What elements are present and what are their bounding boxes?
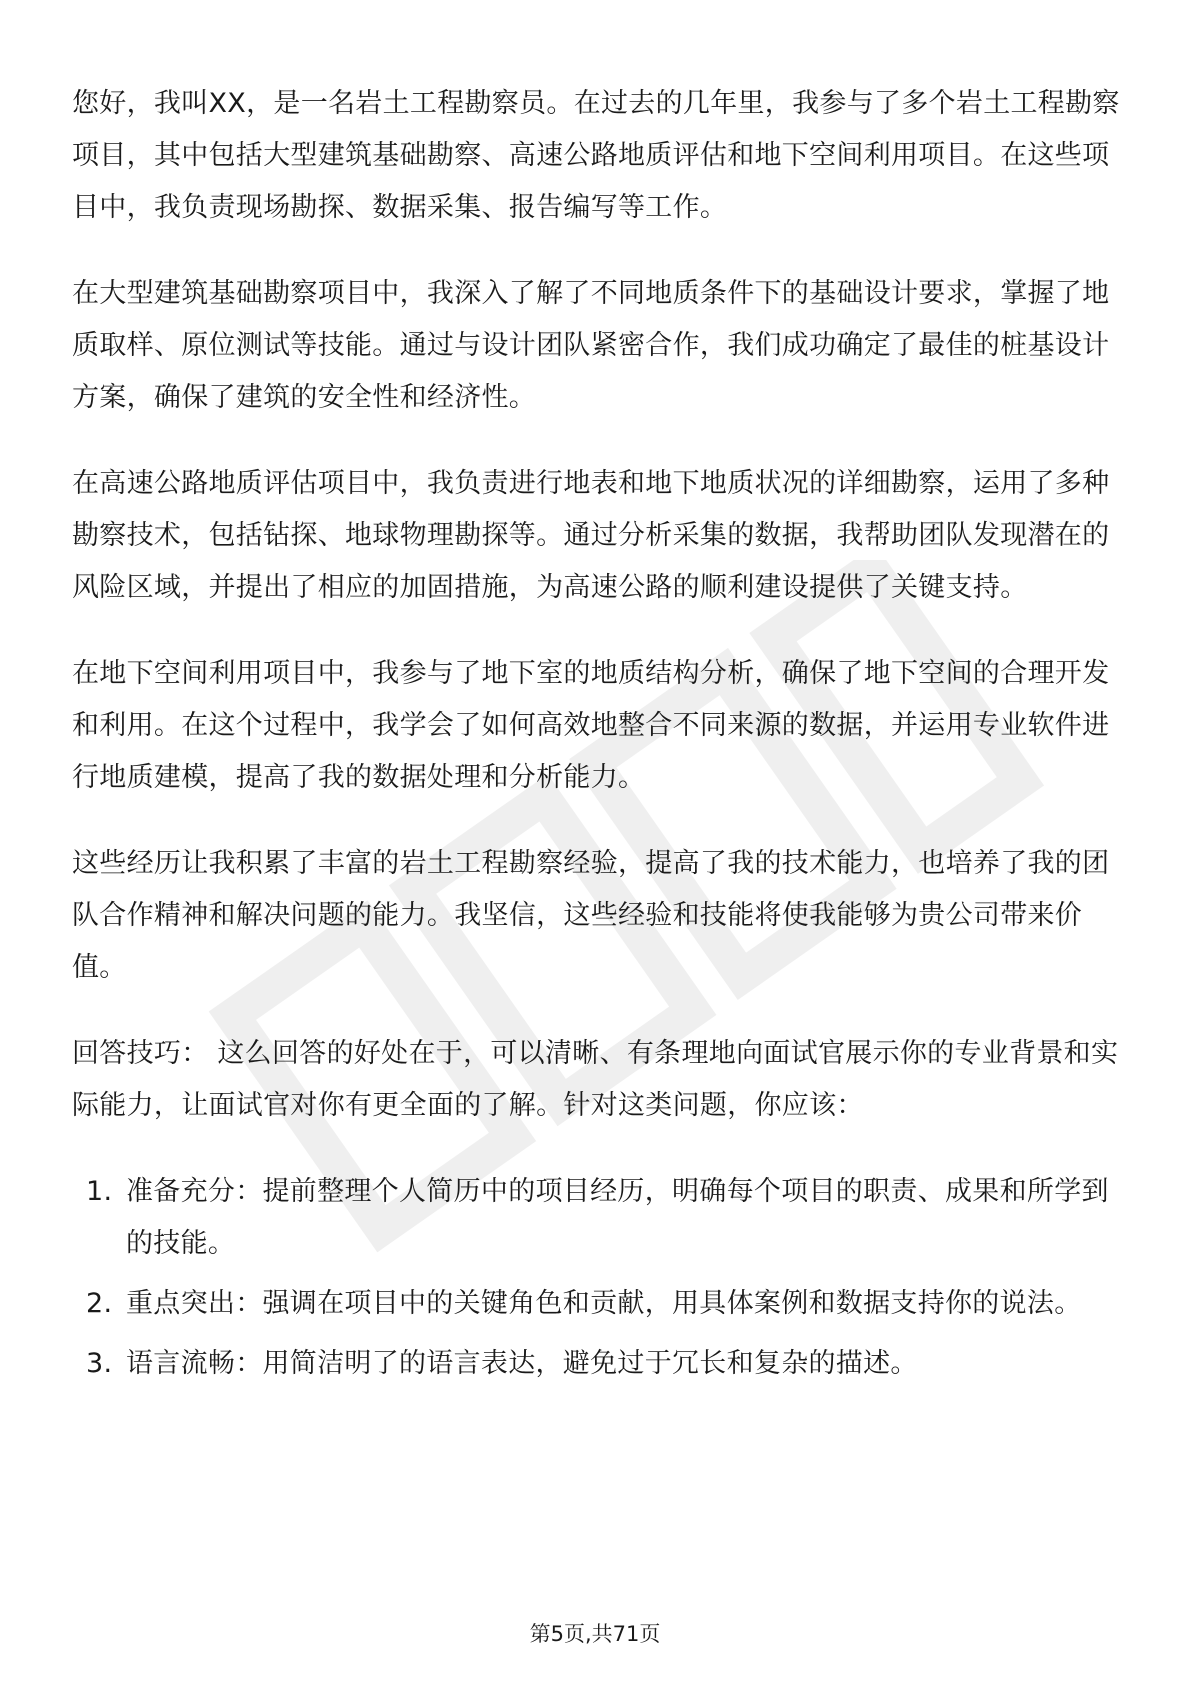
paragraph-building-project: 在大型建筑基础勘察项目中，我深入了解了不同地质条件下的基础设计要求，掌握了地质取样、原位测试等技能。通过与设计团队紧密合作，我们成功确定了最佳的桩基设计方案，确保了建筑的安全性和经济性。 (72, 278, 1110, 413)
main-content (72, 78, 1122, 1398)
list-item-number: 3. (86, 1348, 113, 1379)
paragraph-summary: 这些经历让我积累了丰富的岩土工程勘察经验，提高了我的技术能力，也培养了我的团队合作精神和解决问题的能力。我坚信，这些经验和技能将使我能够为贵公司带来价值。 (72, 848, 1110, 983)
paragraph-intro: 您好，我叫XX，是一名岩土工程勘察员。在过去的几年里，我参与了多个岩土工程勘察项目，其中包括大型建筑基础勘察、高速公路地质评估和地下空间利用项目。在这些项目中，我负责现场勘探、数据采集、报告编写等工作。 (72, 88, 1120, 223)
list-item (72, 1338, 1122, 1390)
page-number-footer: 第5页,共71页 (529, 1622, 661, 1646)
list-item-number: 1. (86, 1176, 113, 1207)
paragraph-underground-project: 在地下空间利用项目中，我参与了地下室的地质结构分析，确保了地下空间的合理开发和利用。在这个过程中，我学会了如何高效地整合不同来源的数据，并运用专业软件进行地质建模，提高了我的数据处理和分析能力。 (72, 658, 1110, 793)
list-item-text: 准备充分：提前整理个人简历中的项目经历，明确每个项目的职责、成果和所学到的技能。 (126, 1176, 1109, 1259)
tips-list (72, 1166, 1122, 1390)
paragraph-highway-project: 在高速公路地质评估项目中，我负责进行地表和地下地质状况的详细勘察，运用了多种勘察技术，包括钻探、地球物理勘探等。通过分析采集的数据，我帮助团队发现潜在的风险区域，并提出了相应的加固措施，为高速公路的顺利建设提供了关键支持。 (72, 468, 1110, 603)
list-item-text: 语言流畅：用简洁明了的语言表达，避免过于冗长和复杂的描述。 (126, 1348, 918, 1379)
list-item (72, 1278, 1122, 1330)
list-item-text: 重点突出：强调在项目中的关键角色和贡献，用具体案例和数据支持你的说法。 (126, 1288, 1082, 1319)
paragraph-answer-tips: 回答技巧： 这么回答的好处在于，可以清晰、有条理地向面试官展示你的专业背景和实际能力，让面试官对你有更全面的了解。针对这类问题，你应该： (72, 1038, 1119, 1121)
list-item-number: 2. (86, 1288, 113, 1319)
list-item (72, 1166, 1122, 1270)
